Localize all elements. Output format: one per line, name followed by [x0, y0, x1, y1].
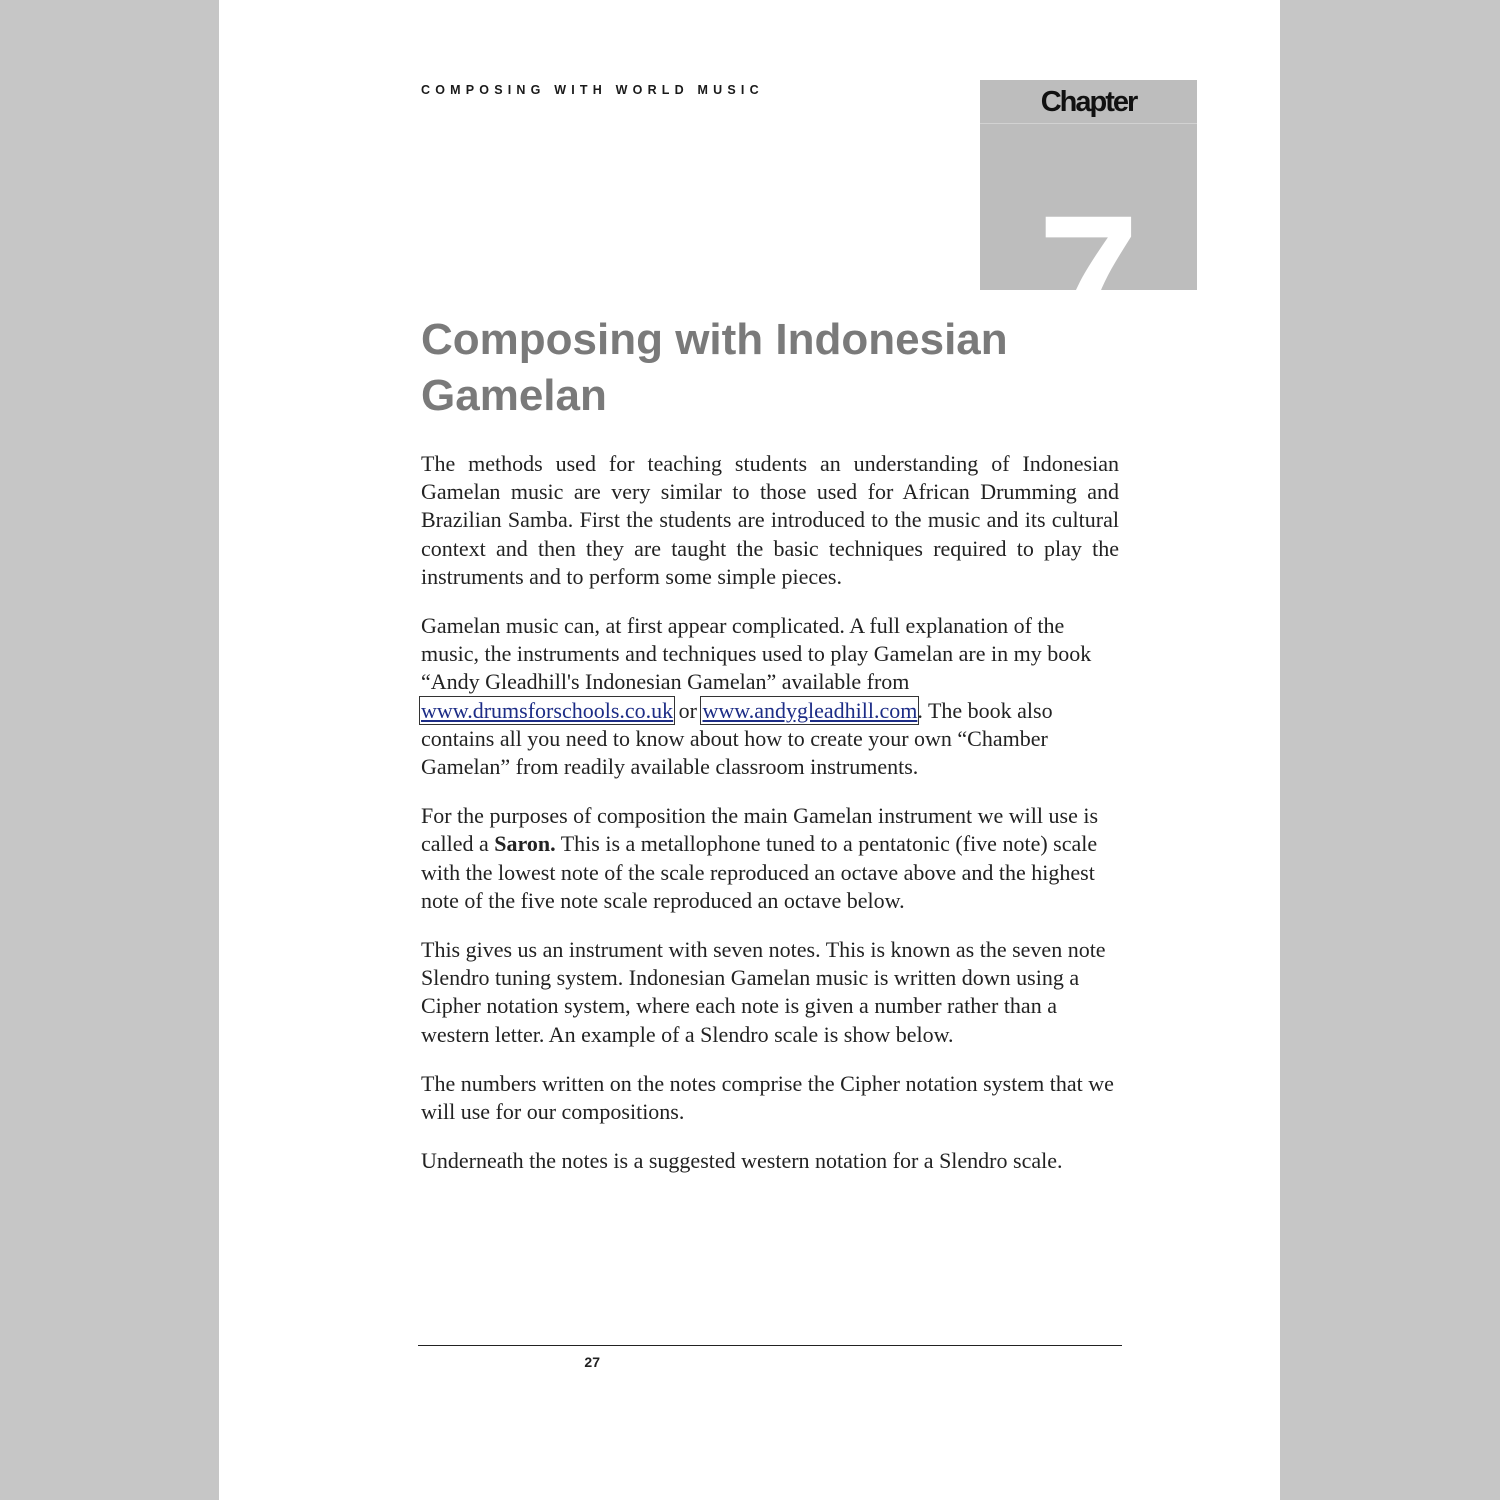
paragraph-3-text-b: This is a metallophone tuned to a pentatonic (five note) scale with the lowest note of the scale reproduced an octave above and the highest note of the five note scale reproduced an octave below.: [421, 831, 1098, 913]
paragraph-2-text-c: . The book also contains all you need to know about how to create your own “Chamber Gamelan” from readily available classroom instruments.: [421, 697, 1053, 780]
page-number: 27: [584, 1354, 600, 1370]
link-andygleadhill[interactable]: www.andygleadhill.com: [702, 697, 918, 723]
paragraph-1: The methods used for teaching students an understanding of Indonesian Gamelan music are very similar to those used for African Drumming and Brazilian Samba. First the students are introduced to the music and its cultural context and then they are taught the basic techniques required to play the instruments and to perform some simple pieces.: [421, 451, 1119, 589]
running-header: COMPOSING WITH WORLD MUSIC: [421, 83, 764, 97]
body-text: [421, 450, 1119, 1196]
chapter-title-line-1: Composing with Indonesian: [421, 315, 1008, 364]
chapter-title-line-2: Gamelan: [421, 371, 607, 420]
paragraph-2-text-a: Gamelan music can, at first appear complicated. A full explanation of the music, the instruments and techniques used to play Gamelan are in my book “Andy Gleadhill's Indonesian Gamelan” available from: [421, 613, 1092, 695]
chapter-number: 7: [1037, 177, 1140, 381]
document-page: [219, 0, 1280, 1500]
paragraph-3: [421, 802, 1119, 915]
chapter-badge: [980, 80, 1197, 381]
chapter-label: Chapter: [1040, 86, 1137, 118]
chapter-title: [421, 312, 1181, 424]
saron-term: Saron.: [494, 831, 556, 857]
paragraph-5: The numbers written on the notes comprise the Cipher notation system that we will use for our compositions.: [421, 1070, 1114, 1125]
paragraph-2-text-b: or: [673, 697, 703, 723]
paragraph-2: [421, 612, 1119, 781]
paragraph-4: This gives us an instrument with seven notes. This is known as the seven note Slendro tuning system. Indonesian Gamelan music is written down using a Cipher notation system, where each note is given a number rather than a western letter. An example of a Slendro scale is show below.: [421, 937, 1106, 1047]
paragraph-6: Underneath the notes is a suggested western notation for a Slendro scale.: [421, 1148, 1063, 1174]
link-drumsforschools[interactable]: www.drumsforschools.co.uk: [421, 697, 674, 723]
paragraph-3-text-a: For the purposes of composition the main Gamelan instrument we will use is called a: [421, 803, 1099, 857]
footer-divider: [418, 1345, 1122, 1346]
